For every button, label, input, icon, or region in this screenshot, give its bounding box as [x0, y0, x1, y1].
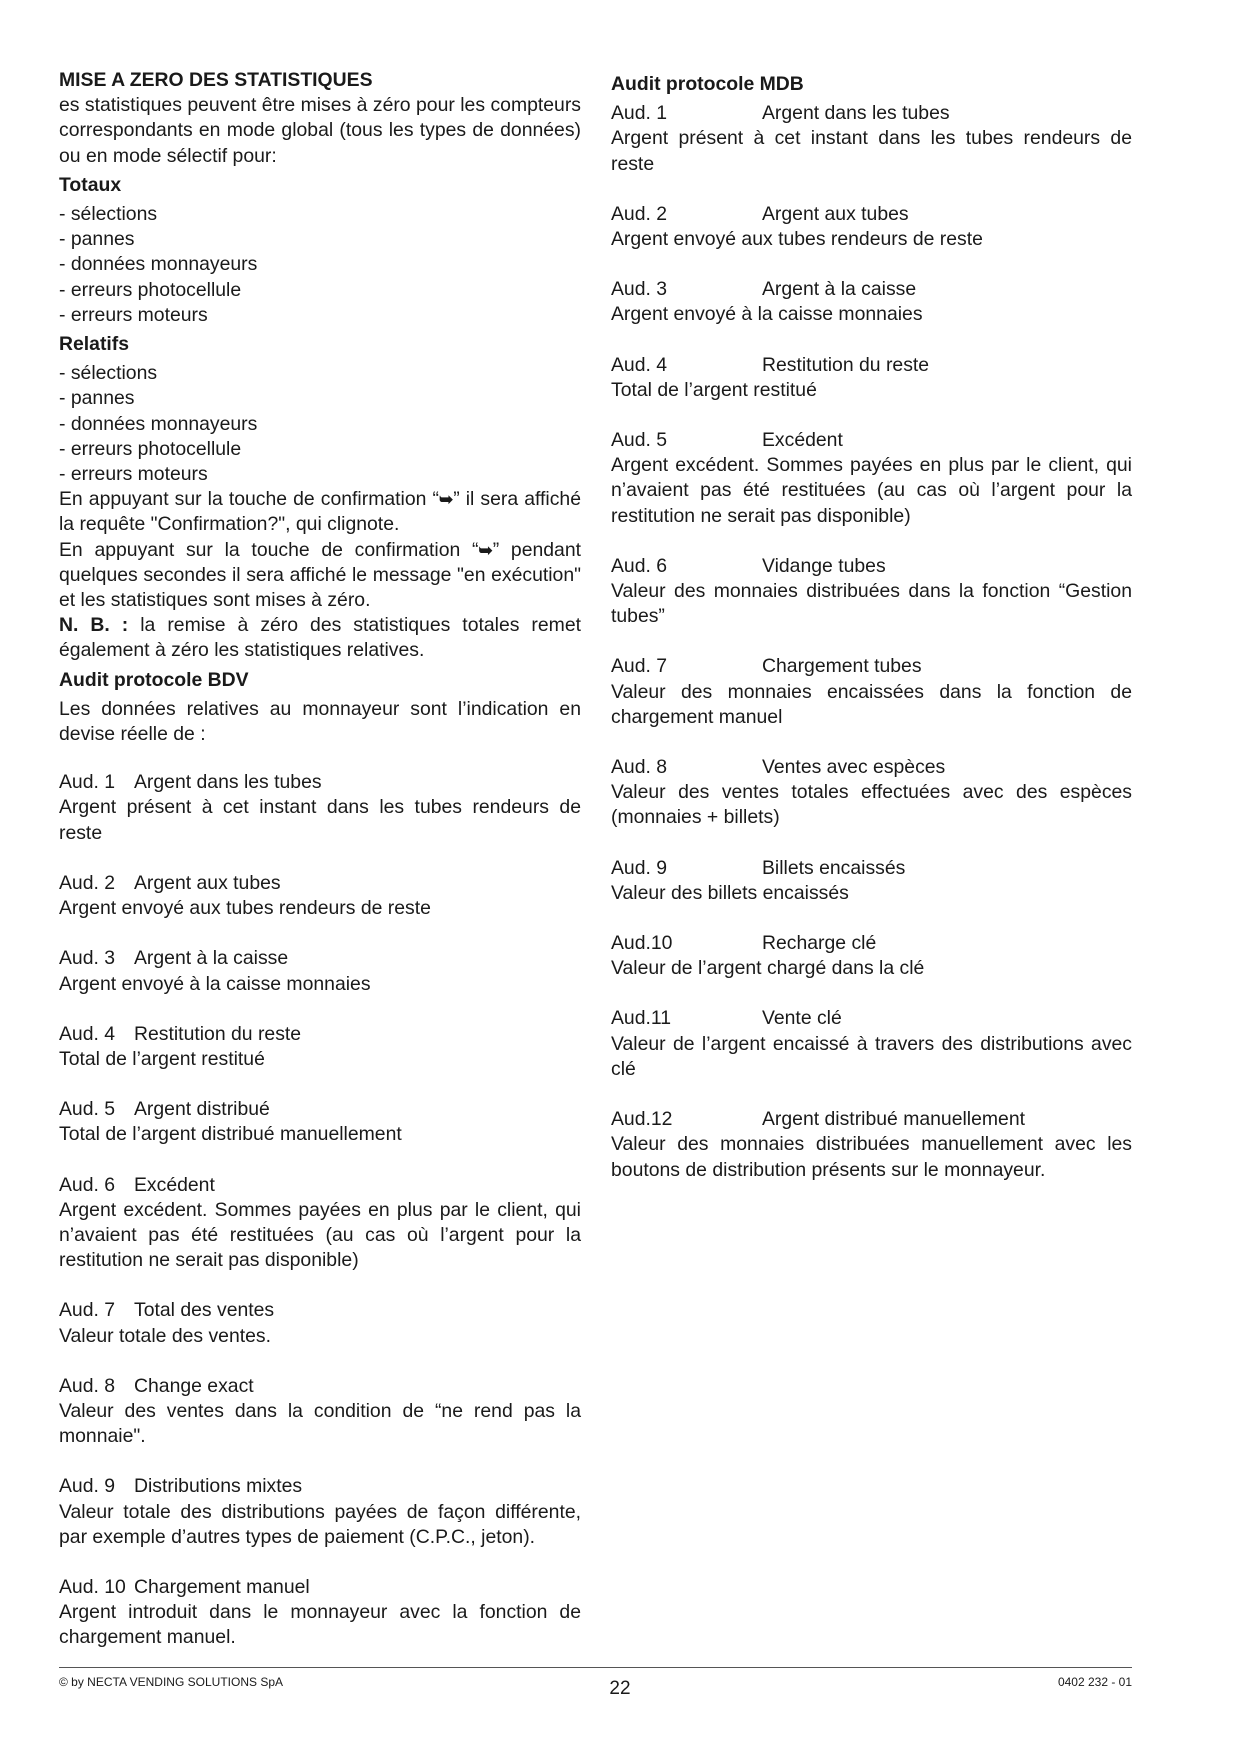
mdb-entry [611, 1107, 1132, 1183]
entry-desc: Valeur de l’argent encaissé à travers des distributions avec clé [611, 1032, 1132, 1080]
mdb-entry [611, 277, 1132, 327]
list-item: - erreurs photocellule [59, 437, 242, 460]
entry-code: Aud. 8 [611, 756, 668, 779]
entry-desc: Argent envoyé aux tubes rendeurs de reste [59, 897, 431, 920]
reset-heading: MISE A ZERO DES STATISTIQUES [59, 69, 373, 91]
list-item: - données monnayeurs [59, 412, 258, 435]
confirm-text-2b: ” pendant quelques secondes il sera affiché le message "en exécution" et les statistiques sont mises à zéro. [59, 538, 582, 612]
entry-title: Ventes avec espèces [762, 756, 946, 779]
entry-desc: Total de l’argent restitué [611, 378, 817, 401]
entry-desc: Argent envoyé à la caisse monnaies [611, 303, 923, 326]
entry-title: Chargement manuel [134, 1575, 310, 1598]
entry-title: Argent dans les tubes [134, 771, 322, 794]
relative-heading: Relatifs [59, 333, 130, 356]
nb-text: la remise à zéro des statistiques totales remet également à zéro les statistiques relatives. [59, 614, 581, 662]
entry-desc: Valeur des ventes totales effectuées avec des espèces (monnaies + billets) [611, 781, 1132, 829]
entry-code: Aud. 9 [611, 856, 668, 879]
entry-desc: Valeur totale des distributions payées de façon différente, par exemple d’autres types de paiement (C.P.C., jeton). [59, 1500, 581, 1548]
entry-desc: Argent excédent. Sommes payées en plus par le client, qui n’avaient pas été restituées (au cas où l’argent pour la restitution ne serait pas disponible) [611, 454, 1132, 527]
mdb-list [611, 101, 1132, 1183]
entry-title: Argent à la caisse [762, 278, 917, 301]
entry-title: Billets encaissés [762, 856, 906, 879]
list-item: - pannes [59, 387, 135, 410]
bdv-entry [59, 946, 581, 996]
entry-code: Aud. 9 [59, 1475, 116, 1498]
entry-code: Aud. 4 [611, 353, 668, 376]
footer-doc-code: 0402 232 - 01 [1057, 1675, 1132, 1689]
bdv-heading: Audit protocole BDV [59, 668, 249, 691]
bdv-entry [59, 1173, 581, 1274]
confirm-paragraph-1 [59, 487, 581, 537]
entry-title: Argent dans les tubes [762, 102, 950, 125]
list-item: - erreurs photocellule [59, 278, 242, 301]
confirm-arrow-icon: ➥ [478, 540, 493, 560]
entry-desc: Argent excédent. Sommes payées en plus par le client, qui n’avaient pas été restituées (au cas où l’argent pour la restitution ne serait pas disponible) [59, 1198, 581, 1272]
footer-copyright: © by NECTA VENDING SOLUTIONS SpA [59, 1675, 284, 1689]
bdv-entry [59, 770, 581, 846]
bdv-entry [59, 1022, 581, 1072]
entry-desc: Argent envoyé aux tubes rendeurs de reste [611, 228, 983, 251]
entry-code: Aud. 1 [611, 102, 668, 125]
entry-title: Excédent [762, 429, 843, 452]
entry-code: Aud. 10 [59, 1575, 126, 1598]
entry-desc: Valeur totale des ventes. [59, 1324, 271, 1347]
confirm-text-1b: ” il sera affiché la requête "Confirmation?", qui clignote. [59, 488, 581, 536]
bdv-intro: Les données relatives au monnayeur sont l’indication en devise réelle de : [59, 697, 581, 746]
entry-desc: Valeur de l’argent chargé dans la clé [611, 957, 925, 980]
entry-desc: Argent présent à cet instant dans les tubes rendeurs de reste [611, 127, 1132, 175]
entry-code: Aud. 3 [611, 278, 668, 301]
totals-heading: Totaux [59, 173, 122, 196]
entry-title: Restitution du reste [134, 1022, 302, 1045]
list-item: - sélections [59, 203, 158, 226]
mdb-entry [611, 1006, 1132, 1082]
list-item: - erreurs moteurs [59, 463, 208, 486]
mdb-entry [611, 856, 1132, 906]
mdb-entry [611, 554, 1132, 630]
entry-title: Restitution du reste [762, 353, 930, 376]
entry-desc: Valeur des monnaies distribuées dans la fonction “Gestion tubes” [611, 580, 1132, 628]
left-column [59, 68, 581, 1651]
relative-list [59, 361, 581, 487]
bdv-entry [59, 1097, 581, 1147]
entry-code: Aud. 5 [611, 429, 668, 452]
list-item: - sélections [59, 362, 158, 385]
bdv-entry [59, 1374, 581, 1450]
footer-divider [59, 1667, 1132, 1668]
mdb-entry [611, 101, 1132, 177]
entry-code: Aud. 7 [59, 1299, 116, 1322]
entry-code: Aud.10 [611, 932, 673, 955]
entry-code: Aud. 4 [59, 1022, 116, 1045]
entry-title: Excédent [134, 1173, 215, 1196]
entry-desc: Valeur des monnaies encaissées dans la fonction de chargement manuel [611, 680, 1132, 728]
entry-code: Aud.12 [611, 1108, 673, 1131]
entry-code: Aud. 5 [59, 1098, 116, 1121]
entry-title: Argent distribué manuellement [762, 1108, 1025, 1131]
bdv-entry [59, 871, 581, 921]
entry-code: Aud. 3 [59, 947, 116, 970]
entry-desc: Argent présent à cet instant dans les tubes rendeurs de reste [59, 796, 581, 844]
entry-code: Aud.11 [611, 1007, 672, 1030]
entry-desc: Argent envoyé à la caisse monnaies [59, 972, 371, 995]
right-column [611, 68, 1132, 1183]
entry-title: Change exact [134, 1374, 254, 1397]
entry-desc: Argent introduit dans le monnayeur avec la fonction de chargement manuel. [59, 1601, 581, 1649]
mdb-entry [611, 654, 1132, 730]
nb-paragraph [59, 613, 581, 663]
bdv-entry [59, 1298, 581, 1348]
list-item: - données monnayeurs [59, 253, 258, 276]
entry-desc: Valeur des billets encaissés [611, 881, 849, 904]
mdb-entry [611, 428, 1132, 529]
list-item: - erreurs moteurs [59, 303, 208, 326]
entry-code: Aud. 7 [611, 655, 668, 678]
mdb-entry [611, 931, 1132, 981]
entry-title: Distributions mixtes [134, 1475, 303, 1498]
bdv-entry [59, 1474, 581, 1550]
entry-title: Argent aux tubes [762, 202, 909, 225]
mdb-heading: Audit protocole MDB [611, 73, 804, 95]
entry-desc: Valeur des ventes dans la condition de “ne rend pas la monnaie". [59, 1399, 581, 1448]
entry-code: Aud. 6 [59, 1173, 116, 1196]
nb-label: N. B. : [59, 614, 129, 637]
confirm-paragraph-2 [59, 538, 581, 614]
entry-title: Argent à la caisse [134, 947, 289, 970]
entry-title: Recharge clé [762, 932, 877, 955]
bdv-entry [59, 1575, 581, 1651]
confirm-arrow-icon: ➥ [438, 490, 454, 510]
mdb-entry [611, 353, 1132, 403]
entry-title: Argent distribué [134, 1098, 270, 1121]
entry-desc: Total de l’argent distribué manuellement [59, 1123, 402, 1146]
entry-code: Aud. 2 [611, 202, 668, 225]
entry-title: Chargement tubes [762, 655, 922, 678]
entry-title: Argent aux tubes [134, 871, 281, 894]
mdb-entry [611, 755, 1132, 831]
page-number: 22 [609, 1678, 631, 1699]
mdb-entry [611, 202, 1132, 252]
reset-intro: es statistiques peuvent être mises à zéro pour les compteurs correspondants en mode global (tous les types de données) ou en mode sélectif pour: [59, 94, 581, 167]
entry-code: Aud. 6 [611, 554, 668, 577]
entry-desc: Valeur des monnaies distribuées manuellement avec les boutons de distribution présents sur le monnayeur. [611, 1133, 1132, 1181]
confirm-text-1a: En appuyant sur la touche de confirmation “ [59, 488, 439, 511]
confirm-text-2a: En appuyant sur la touche de confirmation “ [59, 538, 479, 561]
entry-code: Aud. 2 [59, 871, 116, 894]
entry-desc: Total de l’argent restitué [59, 1047, 265, 1070]
entry-title: Vente clé [762, 1007, 842, 1030]
entry-code: Aud. 1 [59, 771, 116, 794]
bdv-list [59, 770, 581, 1650]
entry-code: Aud. 8 [59, 1374, 116, 1397]
list-item: - pannes [59, 228, 135, 251]
entry-title: Total des ventes [134, 1299, 275, 1322]
totals-list [59, 202, 581, 328]
entry-title: Vidange tubes [762, 554, 886, 577]
